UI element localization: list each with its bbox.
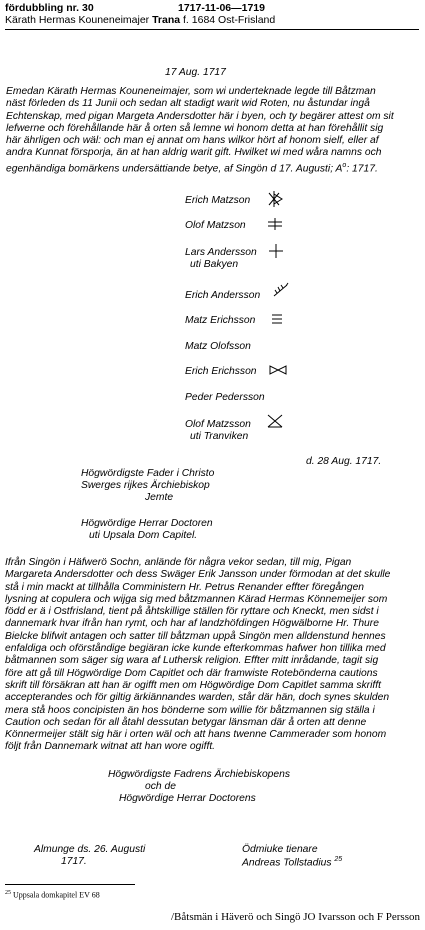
footnote: $^{25}$ Uppsala domkapitel EV 68	[5, 890, 100, 900]
olof-matzson-mark	[266, 217, 284, 231]
place-date: 1717.	[61, 856, 87, 867]
entry-number: fördubbling nr. 30	[5, 2, 94, 14]
signatory-place: uti Tranviken	[190, 431, 249, 442]
person-surname: Trana	[152, 14, 181, 26]
person-name: Kärath Hermas Kouneneimajer	[5, 14, 150, 26]
letter2-line: följt från Dannemark witnat att han wore ogifft.	[5, 741, 216, 753]
letter1-line: andra Kunnat försporja, än at han aldrig warit gift. Hwilket wi med wåra namns och	[6, 147, 382, 159]
signatory-name: Erich Andersson	[185, 290, 261, 301]
signatory-name: Olof Matzson	[185, 220, 246, 231]
signatory-place: uti Bakyen	[190, 259, 239, 270]
letter1-body	[6, 86, 394, 176]
letter2-line: stå i min mackt at tillhålla Comministern Hr. Petrus Renander effter föregången	[5, 581, 365, 593]
letter2-line: mera stå hoos concipisten än hos bönderne som willie för båtzmannen sig ställa i	[5, 704, 375, 716]
erich-andersson-mark	[272, 282, 290, 298]
letter2-line: enfaldiga och oförståndige begiäran icke kunde efterkommas hafwer hon tillika med	[5, 643, 386, 655]
signatory-name: Matz Olofsson	[185, 341, 251, 352]
closing-line: och de	[145, 781, 176, 792]
address-line: Jemte	[145, 492, 174, 503]
three-lines-mark	[270, 313, 284, 325]
signature: Andreas Tollstadius $^{25}$	[242, 856, 343, 869]
source-credit: /Båtsmän i Häverö och Singö JO Ivarsson och F Persson	[170, 911, 420, 923]
signatory-name: Erich Erichsson	[185, 366, 257, 377]
letter2-line: skrift till försäkran att han är ogifft men om Högwördige Dom Capitlet samma skrifft	[5, 679, 381, 691]
cross-mark	[268, 243, 284, 259]
address-line: Högwördigste Fader i Christo	[81, 468, 215, 479]
signatory-name: Erich Matzson	[185, 195, 251, 206]
closing-line: Högwördigste Fadrens Ärchiebiskopens	[108, 769, 291, 780]
signatory-name: Peder Pedersson	[185, 392, 265, 403]
letter1-line: egenhändiga bomärkens undersättiande betye, af Singön d 17. Augusti; $A^o$: 1717.	[6, 161, 378, 175]
signatory-name: Olof Matzsson	[185, 419, 251, 430]
letter2-line: dannemark hvar ifrån han rymt, och har af landzhöfdingen Högwälborne Hr. Thure	[5, 618, 379, 630]
footnote-rule	[5, 884, 135, 885]
salutation: Ödmiuke tienare	[242, 844, 318, 855]
address-line: uti Upsala Dom Capitel.	[89, 530, 198, 541]
footnote-ref[interactable]: 25	[334, 856, 343, 863]
letter1-date: 17 Aug. 1717	[165, 67, 226, 78]
letter2-line: Caution och sedan för all åtahl dessutan betygar länsman där å orten att denne	[5, 716, 367, 728]
bowtie-mark	[268, 364, 288, 376]
letter1-line: här ährligen och wäl: och man ej annat om hans wilkor hört af honom sielf, eller af	[6, 135, 379, 147]
letter1-line: Emedan Kärath Hermas Kouneneimajer, som wi underteknade legde till Båtzman	[6, 86, 376, 97]
erich-matzson-mark	[266, 190, 286, 208]
letter2-line: Bielcke blifwit antagen och satter till båtzman uppå Singön men alldenstund hennes	[5, 630, 386, 642]
letter1-line: lefwerne och förehållande här å orten så lemne wi honom detta at han förehållit sig	[6, 122, 384, 134]
signatory-name: Lars Andersson	[185, 247, 257, 258]
entry-dates: 1717-11-06—1719	[178, 2, 265, 14]
signatory-name: Matz Erichsson	[185, 315, 256, 326]
person-heading	[5, 14, 275, 26]
letter2-body	[5, 557, 390, 754]
letter2-line: Margareta Andersdotter och dess Swäger Erik Jansson under förmodan at det skulle	[5, 569, 391, 581]
letter2-line: född er ä i Ostfrisland, tient på åhtskillige ställen för ryttare och Kneckt, men sidst i	[5, 606, 379, 618]
letter1-line: näst förleden ds 11 Junii och sedan alt stadigt warit wid Roten, nu åstundar ingå	[6, 98, 370, 110]
header-rule	[5, 29, 419, 30]
letter2-line: båtmannen som säger sig wara af Luthersk religion. Effter mitt inrådande, tagit sig	[5, 655, 379, 667]
place-date: Almunge ds. 26. Augusti	[34, 844, 146, 855]
letter2-line: före att gå till Högwördige Dom Capitlet och där framwiste Rotebönderna cautions	[5, 667, 378, 679]
letter2-line: lysning at copulera och wijga sig med båtzmannen Kärad Hermas Könnemeijer som	[5, 593, 388, 605]
letter2-line: Ifrån Singön i Häfwerö Sochn, anlände för några vekor sedan, till mig, Pigan	[5, 557, 352, 568]
letter2-line: accepterandes och för giltig ärkiännandes warden, står där hän, doch synes skulden	[5, 692, 390, 704]
address-line: Högwördige Herrar Doctoren	[81, 518, 213, 529]
person-birth: f. 1684 Ost-Frisland	[183, 14, 276, 26]
address-line: Swerges rijkes Ärchiebiskop	[81, 480, 210, 491]
letter2-date: d. 28 Aug. 1717.	[306, 456, 382, 467]
x-mark	[266, 413, 284, 429]
closing-line: Högwördige Herrar Doctorens	[119, 793, 256, 804]
letter2-line: Könnermeijer stält sig här i orten wäl och att hans twenne Cammerader som honom	[5, 729, 387, 741]
letter1-line: Echtenskap, med pigan Margeta Andersdotter här i byen, och ty begärer attest om sit	[6, 110, 394, 122]
